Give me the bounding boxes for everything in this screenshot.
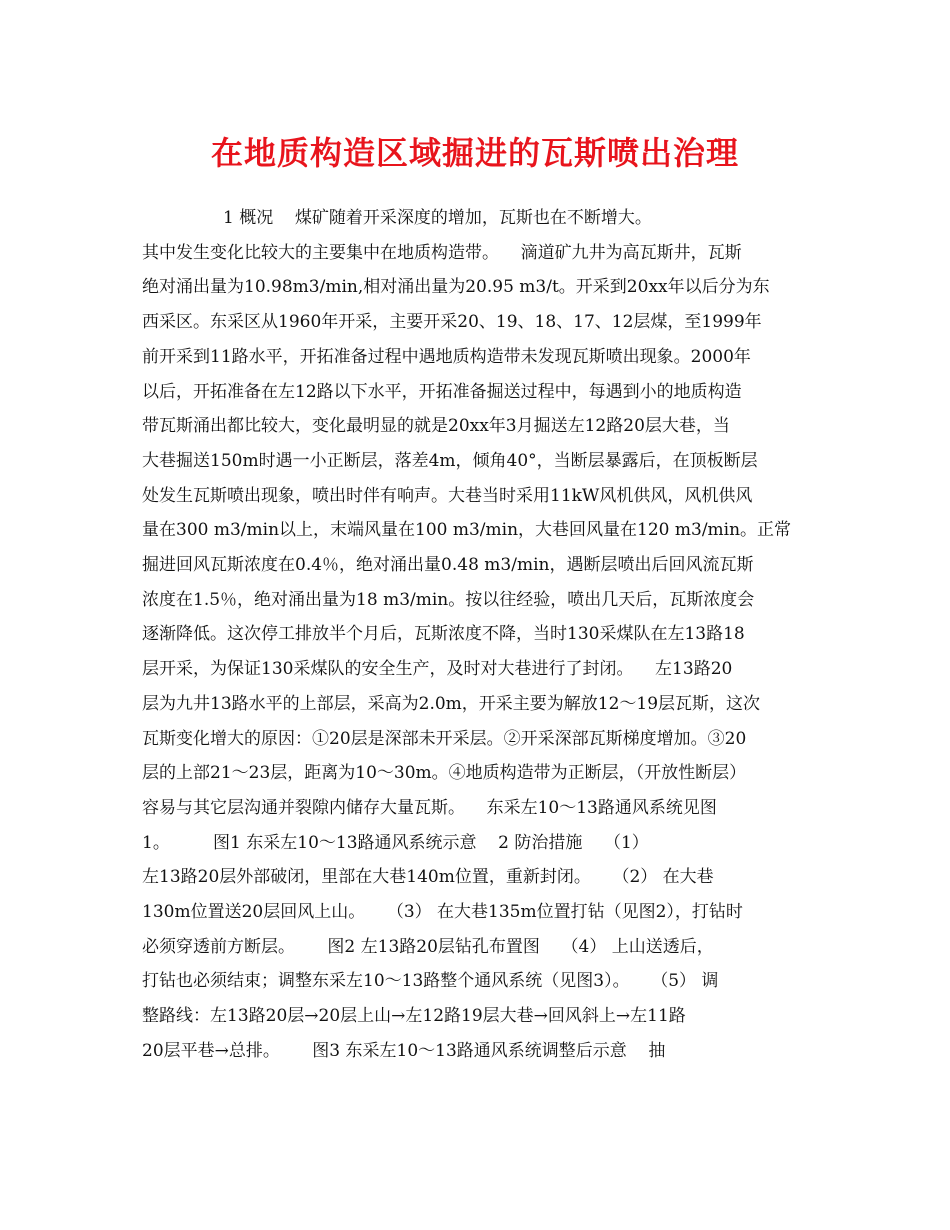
paragraph-line: 其中发生变化比较大的主要集中在地质构造带。 滴道矿九井为高瓦斯井，瓦斯	[142, 242, 742, 263]
paragraph-line: 掘进回风瓦斯浓度在0.4％，绝对涌出量0.48 m3/min，遇断层喷出后回风流瓦斯	[142, 555, 754, 575]
paragraph-line: 1 概况 煤矿随着开采深度的增加，瓦斯也在不断增大。	[142, 208, 652, 228]
paragraph-line: 层的上部21～23层，距离为10～30m。④地质构造带为正断层，（开放性断层）	[142, 763, 747, 784]
document-title: 在地质构造区域掘进的瓦斯喷出治理	[210, 134, 739, 172]
paragraph-line: 130m位置送20层回风上山。 （3） 在大巷135m位置打钻（见图2），打钻时	[142, 902, 743, 922]
paragraph-line: 量在300 m3/min以上，末端风量在100 m3/min，大巷回风量在120 m3/min。正常	[142, 520, 792, 541]
paragraph-line: 20层平巷→总排。 图3 东采左10～13路通风系统调整后示意 抽	[142, 1040, 666, 1061]
paragraph-line: 前开采到11路水平，开拓准备过程中遇地质构造带未发现瓦斯喷出现象。2000年	[142, 346, 751, 367]
paragraph-line: 处发生瓦斯喷出现象，喷出时伴有响声。大巷当时采用11kW风机供风，风机供风	[142, 485, 753, 506]
paragraph-line: 逐渐降低。这次停工排放半个月后，瓦斯浓度不降，当时130采煤队在左13路18	[142, 624, 745, 645]
paragraph-line: 绝对涌出量为10.98m3/min,相对涌出量为20.95 m3/t。开采到20xx年以后分为东	[142, 277, 770, 298]
paragraph-line: 必须穿透前方断层。 图2 左13路20层钻孔布置图 （4） 上山送透后，	[142, 936, 714, 957]
paragraph-line: 1。 图1 东采左10～13路通风系统示意 2 防治措施 （1）	[142, 832, 649, 853]
paragraph-line: 以后，开拓准备在左12路以下水平，开拓准备掘送过程中，每遇到小的地质构造	[142, 381, 742, 402]
paragraph-line: 西采区。东采区从1960年开采，主要开采20、19、18、17、12层煤，至1999年	[142, 312, 762, 333]
paragraph-line: 整路线：左13路20层→20层上山→左12路19层大巷→回风斜上→左11路	[142, 1006, 686, 1027]
paragraph-line: 左13路20层外部破闭，里部在大巷140m位置，重新封闭。 （2） 在大巷	[142, 867, 714, 888]
paragraph-line: 容易与其它层沟通并裂隙内储存大量瓦斯。 东采左10～13路通风系统见图	[142, 797, 717, 818]
paragraph-line: 层开采，为保证130采煤队的安全生产，及时对大巷进行了封闭。 左13路20	[142, 659, 733, 680]
paragraph-line: 打钻也必须结束；调整东采左10～13路整个通风系统（见图3）。 （5） 调	[142, 971, 719, 992]
paragraph-line: 大巷掘送150m时遇一小正断层，落差4m，倾角40°，当断层暴露后，在顶板断层	[142, 450, 758, 471]
paragraph-line: 层为九井13路水平的上部层，采高为2.0m，开采主要为解放12～19层瓦斯，这次	[142, 693, 761, 714]
paragraph-line: 带瓦斯涌出都比较大，变化最明显的就是20xx年3月掘送左12路20层大巷，当	[142, 416, 730, 437]
paragraph-line: 浓度在1.5％，绝对涌出量为18 m3/min。按以往经验，喷出几天后，瓦斯浓度会	[142, 589, 755, 610]
paragraph-line: 瓦斯变化增大的原因：①20层是深部未开采层。②开采深部瓦斯梯度增加。③20	[142, 728, 747, 749]
